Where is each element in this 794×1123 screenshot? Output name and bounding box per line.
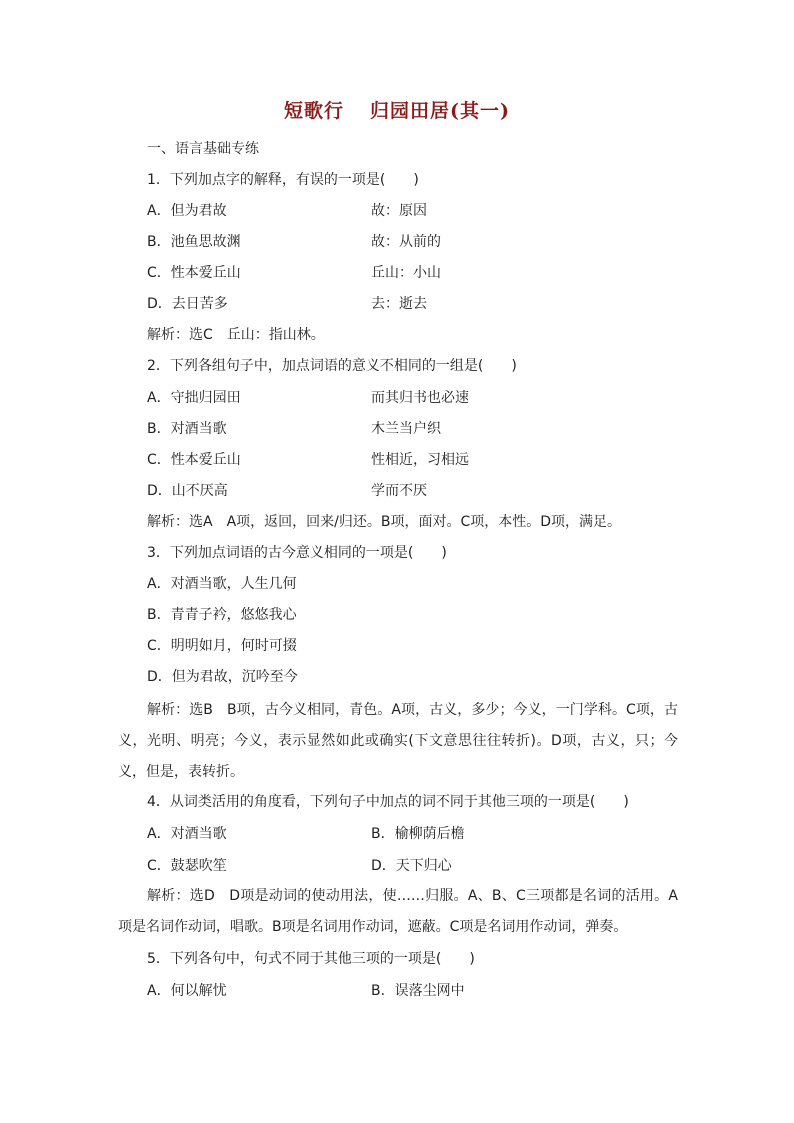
q4-answer: 解析：选D D项是动词的使动用法，使……归服。A、B、C三项都是名词的活用。A项是名词作动词，唱歌。B项是名词用作动词，遮蔽。C项是名词用作动词，弹奏。	[118, 888, 678, 935]
title-part1: 短歌行	[284, 100, 345, 122]
q3-option-a: A．对酒当歌，人生几何	[147, 576, 297, 592]
q2-option-a-pair: 而其归书也必速	[371, 390, 469, 406]
q4-option-c: C．鼓瑟吹笙	[147, 858, 227, 874]
section-heading: 一、语言基础专练	[147, 141, 259, 157]
q1-option-c: C．性本爱丘山	[147, 265, 241, 281]
q3-option-c: C．明明如月，何时可掇	[147, 638, 297, 654]
q1-option-d-note: 去：逝去	[371, 296, 427, 312]
q1-option-b: B．池鱼思故渊	[147, 234, 241, 250]
q1-option-d: D．去日苦多	[147, 296, 228, 312]
q5-option-b: B．误落尘网中	[371, 983, 465, 999]
q2-option-d: D．山不厌高	[147, 483, 228, 499]
q3-answer: 解析：选B B项，古今义相同，青色。A项，古义，多少；今义，一门学科。C项，古义，光明、明亮；今义，表示显然如此或确实(下文意思往往转折)。D项，古义，只；今义，但是，表转折。	[118, 702, 678, 780]
q2-option-a: A．守拙归园田	[147, 390, 241, 406]
q1-option-c-note: 丘山：小山	[371, 265, 441, 281]
q5-option-a: A．何以解忧	[147, 983, 227, 999]
q1-option-a-note: 故：原因	[371, 203, 427, 219]
q3-option-b: B．青青子衿，悠悠我心	[147, 607, 297, 623]
q2-option-d-pair: 学而不厌	[371, 483, 427, 499]
q3-option-d: D．但为君故，沉吟至今	[147, 669, 298, 685]
q1-option-b-note: 故：从前的	[371, 234, 441, 250]
q1-stem: 1．下列加点字的解释，有误的一项是( )	[147, 172, 419, 188]
q4-option-d: D．天下归心	[371, 858, 452, 874]
q2-option-c: C．性本爱丘山	[147, 452, 241, 468]
q2-answer: 解析：选A A项，返回，回来/归还。B项，面对。C项，本性。D项，满足。	[147, 514, 622, 530]
q2-option-b: B．对酒当歌	[147, 421, 227, 437]
q4-stem: 4．从词类活用的角度看，下列句子中加点的词不同于其他三项的一项是( )	[147, 794, 629, 810]
q1-answer: 解析：选C 丘山：指山林。	[147, 327, 325, 343]
q4-option-a: A．对酒当歌	[147, 826, 227, 842]
q2-option-b-pair: 木兰当户织	[371, 421, 441, 437]
q1-option-a: A．但为君故	[147, 203, 227, 219]
q5-stem: 5．下列各句中，句式不同于其他三项的一项是( )	[147, 951, 475, 967]
title-part2: 归园田居(其一)	[370, 100, 510, 122]
q4-option-b: B．榆柳荫后檐	[371, 826, 465, 842]
q3-stem: 3．下列加点词语的古今意义相同的一项是( )	[147, 545, 447, 561]
page-title	[0, 96, 794, 123]
q2-stem: 2．下列各组句子中，加点词语的意义不相同的一组是( )	[147, 358, 517, 374]
q2-option-c-pair: 性相近，习相远	[371, 452, 469, 468]
